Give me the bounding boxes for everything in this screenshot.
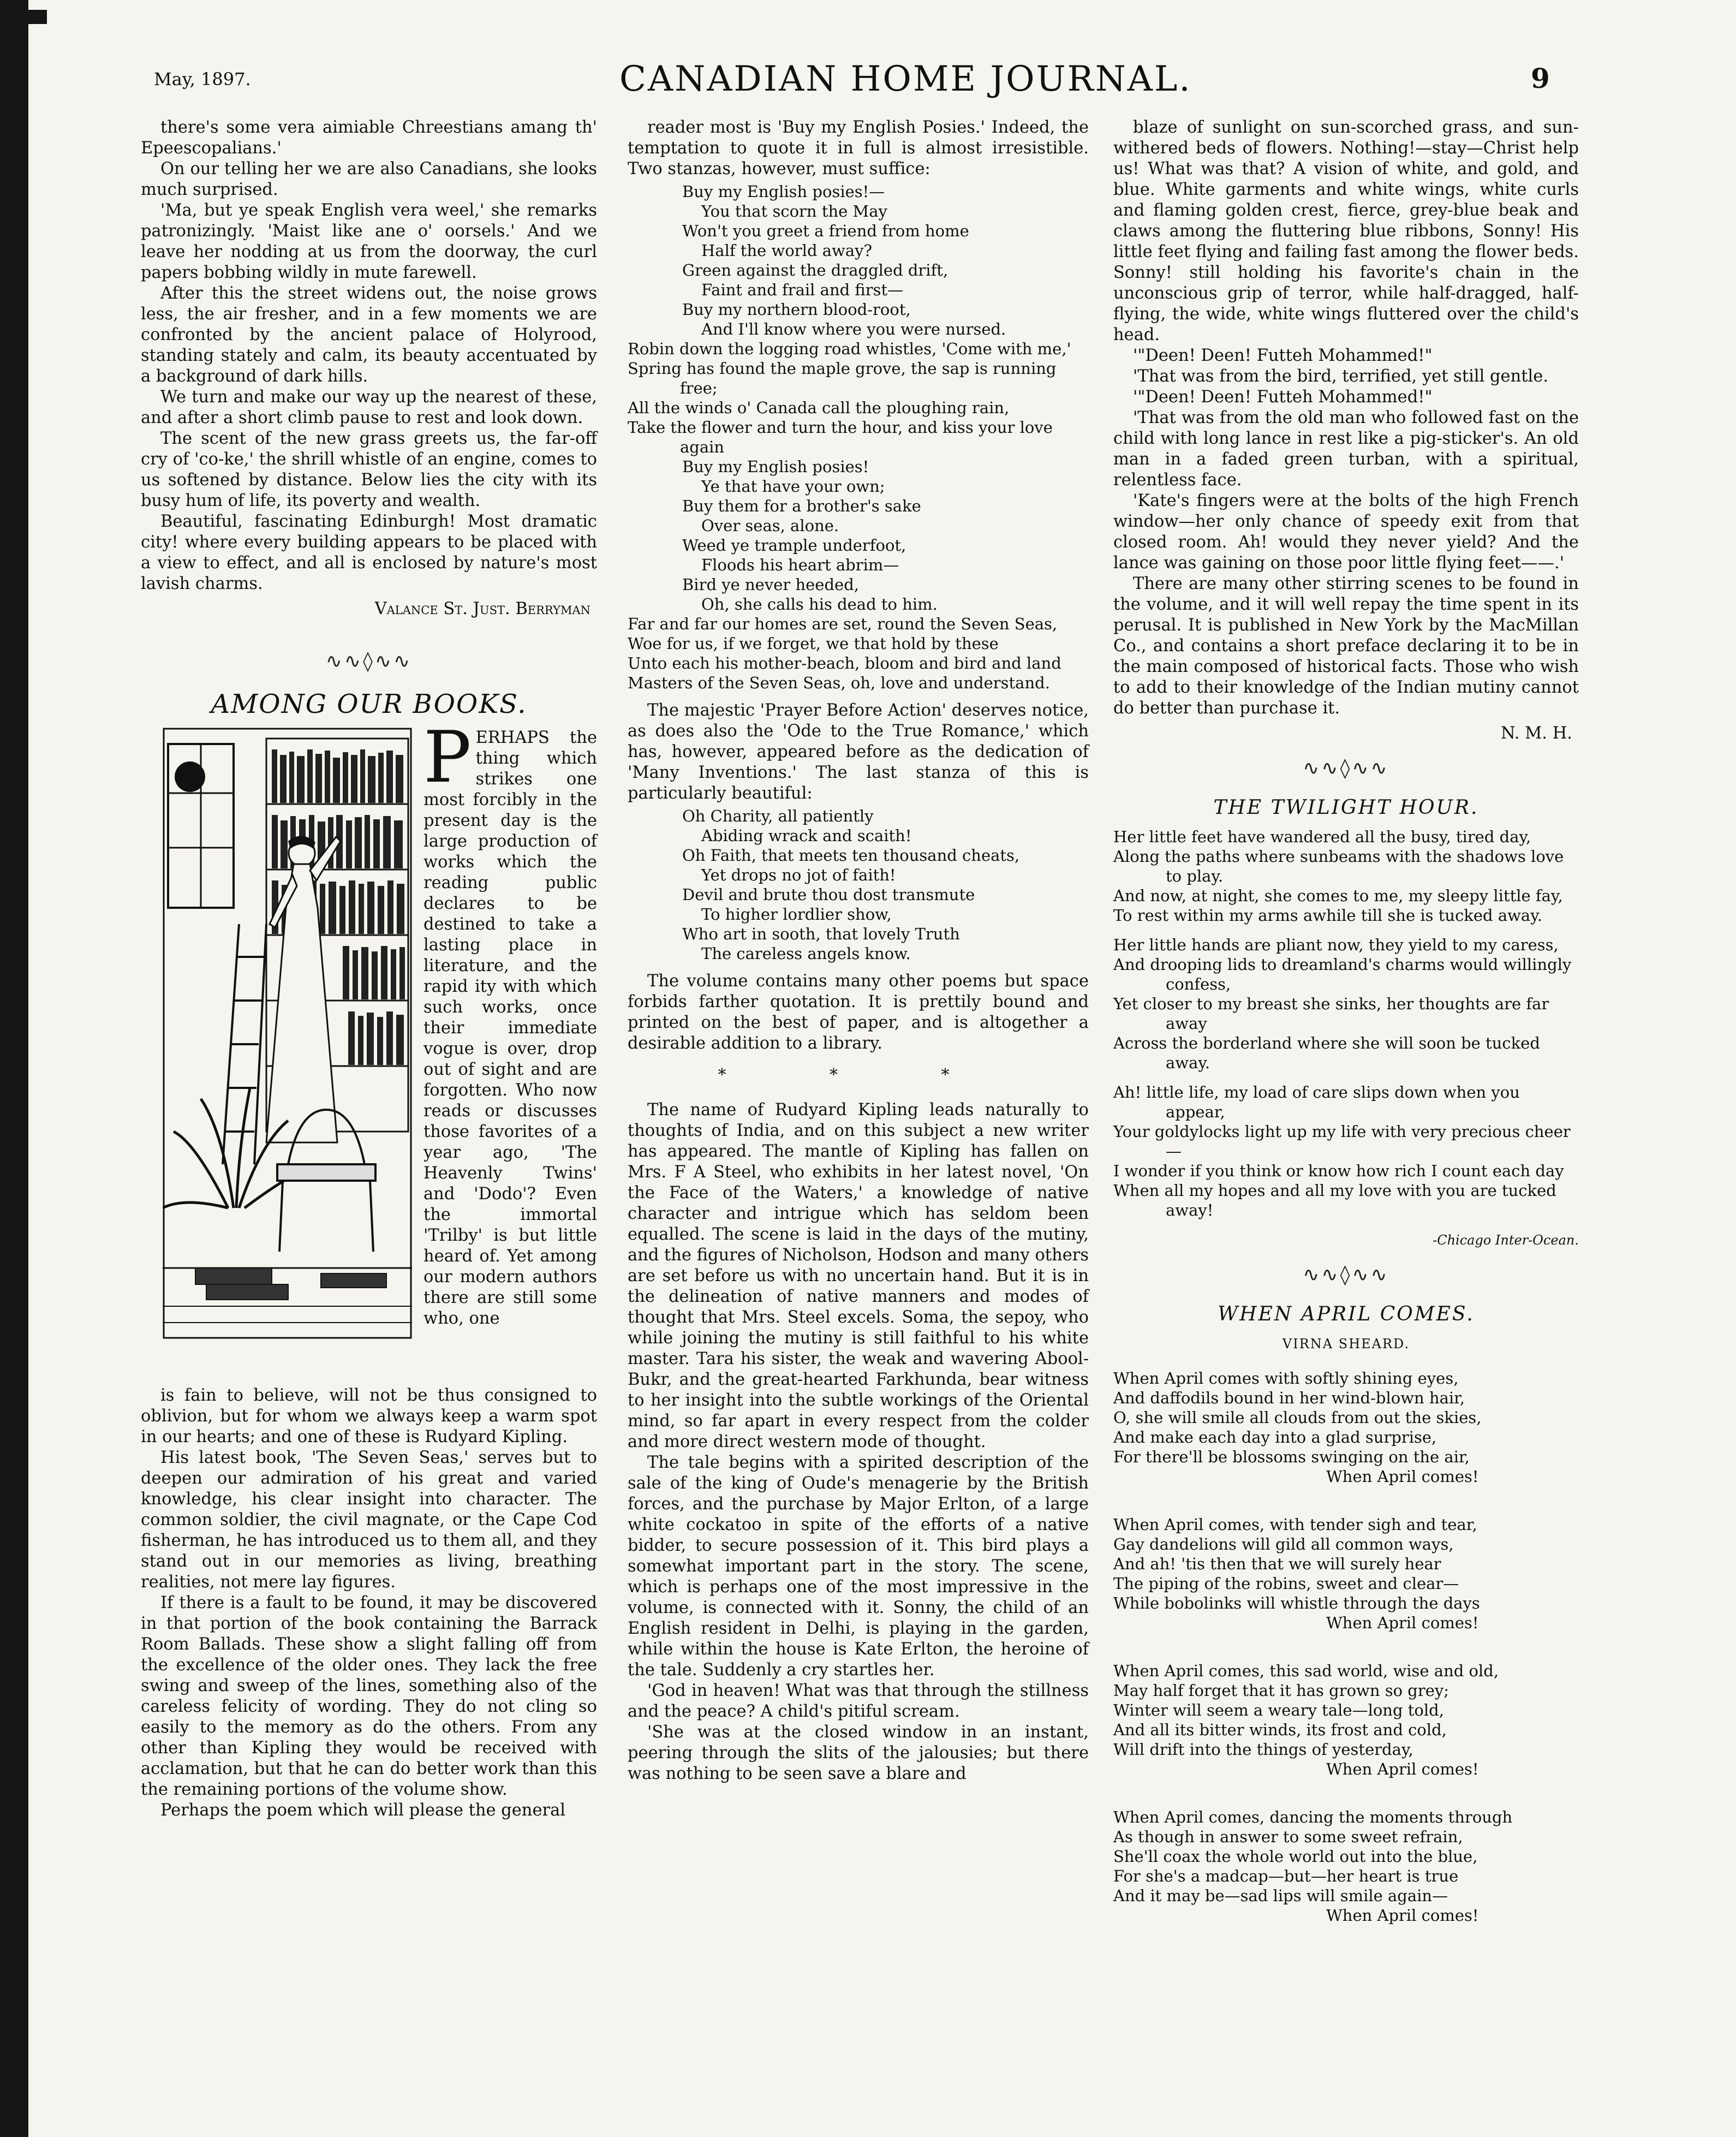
poem-line: Buy my northern blood-root,	[682, 300, 911, 319]
poem-title-when-april-comes: WHEN APRIL COMES.	[1218, 1303, 1475, 1325]
masthead-title: CANADIAN HOME JOURNAL.	[619, 59, 1192, 99]
poem-line: Buy them for a brother's sake	[682, 497, 921, 515]
poem-stanza	[1113, 935, 1579, 1073]
poem-line: For there'll be blossoms swinging on the air,	[1113, 1448, 1470, 1466]
poem-line: Your goldylocks light up my life with very precious cheer—	[1113, 1122, 1571, 1160]
paragraph: 'She was at the closed window in an instant, peering through the slits of the jalousies; but there was nothing to be seen save a blare and	[628, 1723, 1089, 1783]
paragraph: The volume contains many other poems but space forbids farther quotation. It is prettily bound and printed on the best of paper, and is altogether a desirable addition to a library.	[628, 972, 1089, 1053]
poem-line: Along the paths where sunbeams with the shadows love to play.	[1113, 847, 1564, 885]
paragraph: The majestic 'Prayer Before Action' deserves notice, as does also the 'Ode to the True Romance,' which has, however, appeared before as the dedication of 'Many Inventions.' The last stanza of this is particularly beautiful:	[628, 701, 1089, 803]
poem-line: As though in answer to some sweet refrain,	[1113, 1828, 1463, 1846]
poem-line: Faint and frail and first—	[701, 281, 904, 299]
poem-line: For she's a madcap—but—her heart is true	[1113, 1867, 1459, 1885]
issue-date: May, 1897.	[154, 69, 251, 90]
poem-line: May half forget that it has grown so grey;	[1113, 1681, 1449, 1700]
poem-line: Buy my English posies!—	[682, 182, 885, 201]
section-ornament: ∿∿◊∿∿	[325, 650, 413, 672]
poem-refrain: When April comes!	[1326, 1614, 1479, 1632]
paragraph: The name of Rudyard Kipling leads naturally to thoughts of India, and on this subject a new writer has appeared. The mantle of Kipling has fallen on Mrs. F A Steel, who exhibits in her latest novel, 'On the Face of the Waters,' a knowledge of native character and intrigue which has seldom been equalled. The scene is laid in the days of the mutiny, and the figures of Nicholson, Hodson and many others are set before us with no uncertain hand. But it is in the delineation of native manners and modes of thought that Mrs. Steel excels. Soma, the sepoy, who while joining the mutiny is still faithful to his white master. Tara his sister, the weak and wavering Abool-Bukr, and the great-hearted Farkhunda, bear witness to her insight into the subtle workings of the Oriental mind, so far apart in every respect from the colder and more direct western mode of thought.	[628, 1100, 1089, 1451]
poem-line: And daffodils bound in her wind-blown hair,	[1113, 1389, 1465, 1407]
poem-line: Ah! little life, my load of care slips down when you appear,	[1113, 1083, 1520, 1121]
poem-line: Devil and brute thou dost transmute	[682, 885, 975, 904]
poem-line: O, she will smile all clouds from out the skies,	[1113, 1408, 1482, 1427]
poem-line: Take the flower and turn the hour, and kiss your love again	[628, 418, 1053, 456]
article-signature: Valance St. Just. Berryman	[374, 599, 590, 618]
poem-line: When all my hopes and all my love with you are tucked away!	[1113, 1181, 1556, 1219]
poem-line: Unto each his mother-beach, bloom and bird and land	[628, 654, 1061, 672]
illustrated-intro	[141, 716, 597, 1385]
paragraph: After this the street widens out, the noise grows less, the air fresher, and in a few moments we are confronted by the ancient palace of Holyrood, standing stately and calm, its beauty accentuated by a background of dark hills.	[141, 284, 597, 386]
column-2	[628, 117, 1089, 1784]
poem-line: And drooping lids to dreamland's charms would willingly confess,	[1113, 955, 1572, 993]
poem-refrain: When April comes!	[1326, 1760, 1479, 1778]
paragraph: 'Kate's fingers were at the bolts of the high French window—her only chance of speedy exit from that closed room. Ah! would they never yield? And the lance was gaining on those poor little flying feet——.'	[1113, 491, 1579, 573]
poem-line: Abiding wrack and scaith!	[701, 826, 912, 845]
poem-stanza	[1113, 1368, 1579, 1486]
drop-cap: P	[423, 716, 472, 799]
poem-buy-my-english-posies	[628, 182, 1089, 693]
paragraph: ERHAPS the thing which strikes one most forcibly in the present day is the large production of works which the reading public declares to be destined to take a lasting place in literature, and the rapid ity with which such works, once their immediate vogue is over, drop out of sight and are forgotten. Who now reads or discusses those favorites of a year ago, 'The Heavenly Twins' and 'Dodo'? Even the immortal 'Trilby' is but little heard of. Yet among our modern authors there are still some who, one	[423, 728, 597, 1328]
poem-when-april-comes	[1113, 1368, 1579, 1925]
review-initials: N. M. H.	[1500, 724, 1572, 743]
paragraph: '"Deen! Deen! Futteh Mohammed!"	[1133, 388, 1433, 407]
poem-line: And ah! 'tis then that we will surely hear	[1113, 1555, 1441, 1573]
paragraph: Perhaps the poem which will please the general	[160, 1801, 566, 1820]
poem-line: Weed ye trample underfoot,	[682, 536, 906, 555]
poem-stanza	[1113, 1661, 1579, 1779]
column-1	[141, 117, 597, 1821]
poem-line: When April comes, with tender sigh and tear,	[1113, 1515, 1477, 1534]
paragraph: 'God in heaven! What was that through the stillness and the peace? A child's pitiful scream.	[628, 1681, 1089, 1721]
poem-line: And all its bitter winds, its frost and cold,	[1113, 1721, 1447, 1739]
binding-spine-tip	[25, 10, 47, 24]
paragraph: If there is a fault to be found, it may be discovered in that portion of the book containing the Barrack Room Ballads. These show a slight falling off from the excellence of the older ones. They lack the free swing and sweep of the lines, something also of the careless felicity of wording. They do not cling so easily to the memory as do the others. From any other than Kipling they would be received with acclamation, but that he can do better work than this the remaining portions of the volume show.	[141, 1593, 597, 1799]
poem-refrain: When April comes!	[1326, 1467, 1479, 1486]
poem-line: Far and far our homes are set, round the Seven Seas,	[628, 615, 1058, 633]
poem-line: To higher lordlier show,	[701, 905, 892, 924]
poem-line: You that scorn the May	[701, 202, 887, 221]
poem-line: Bird ye never heeded,	[682, 575, 859, 594]
paragraph: Beautiful, fascinating Edinburgh! Most dramatic city! where every building appears to be placed with a view to effect, and all is enclosed by nature's most lavish charms.	[141, 512, 597, 593]
poem-line: Woe for us, if we forget, we that hold by these	[628, 634, 999, 653]
poem-line: Robin down the logging road whistles, 'Come with me,'	[628, 340, 1071, 358]
poem-line: Masters of the Seven Seas, oh, love and understand.	[628, 674, 1050, 692]
poem-line: Yet closer to my breast she sinks, her thoughts are far away	[1113, 995, 1549, 1033]
poem-line: While bobolinks will whistle through the days	[1113, 1594, 1480, 1612]
paragraph: There are many other stirring scenes to be found in the volume, and it will well repay the time spent in its perusal. It is published in New York by the MacMillan Co., and contains a short preface declaring it to be in the main composed of historical facts. Those who wish to add to their knowledge of the Indian mutiny cannot do better than purchase it.	[1113, 574, 1579, 718]
poem-line: To rest within my arms awhile till she is tucked away.	[1113, 906, 1542, 925]
poem-line: Buy my English posies!	[682, 457, 869, 476]
poem-line: All the winds o' Canada call the ploughing rain,	[628, 398, 1010, 417]
poem-line: Gay dandelions will gild all common ways,	[1113, 1535, 1454, 1553]
poem-line: Half the world away?	[701, 241, 873, 260]
poem-line: Green against the draggled drift,	[682, 261, 948, 279]
poem-line: Ye that have your own;	[701, 477, 885, 496]
paragraph: 'That was from the old man who followed fast on the child with long lance in rest like a pig-sticker's. An old man in a faded green turban, with a spiritual, relentless face.	[1113, 408, 1579, 490]
paragraph: His latest book, 'The Seven Seas,' serves but to deepen our admiration of his great and varied knowledge, his clear insight into character. The common soldier, the civil magnate, or the Cape Cod fisherman, he has introduced us to them all, and they stand out in our memories as living, breathing realities, not mere lay figures.	[141, 1448, 597, 1592]
poem-line: Yet drops no jot of faith!	[701, 866, 896, 884]
poem-line: Her little feet have wandered all the busy, tired day,	[1113, 828, 1531, 846]
poem-title-twilight-hour: THE TWILIGHT HOUR.	[1213, 796, 1479, 819]
poem-line: Spring has found the maple grove, the sap is running free;	[628, 359, 1057, 397]
poem-line: When April comes, dancing the moments through	[1113, 1808, 1513, 1826]
poem-line: When April comes with softly shining eyes,	[1113, 1369, 1459, 1388]
poem-line: Oh, she calls his dead to him.	[701, 595, 938, 614]
paragraph: is fain to believe, will not be thus consigned to oblivion, but for whom we always keep a warm spot in our hearts; and one of these is Rudyard Kipling.	[141, 1386, 597, 1447]
poem-line: And I'll know where you were nursed.	[701, 320, 1006, 338]
poem-line: And now, at night, she comes to me, my sleepy little fay,	[1113, 886, 1563, 905]
poem-line: Oh Faith, that meets ten thousand cheats,	[682, 846, 1020, 865]
section-ornament: ∿∿◊∿∿	[1303, 1264, 1389, 1286]
binding-spine	[0, 0, 28, 2137]
poem-stanza	[1113, 827, 1579, 925]
poem-source: -Chicago Inter-Ocean.	[1433, 1233, 1579, 1248]
paragraph: The scent of the new grass greets us, the far-off cry of 'co-ke,' the shrill whistle of an engine, comes to us softened by distance. Below lies the city with its busy hum of life, its poverty and wealth.	[141, 429, 597, 510]
column-3	[1113, 117, 1579, 1954]
poem-line: Oh Charity, all patiently	[682, 807, 874, 825]
poem-line: Over seas, alone.	[701, 516, 839, 535]
paragraph: 'That was from the bird, terrified, yet still gentle.	[1133, 367, 1549, 386]
poem-byline: VIRNA SHEARD.	[1282, 1336, 1410, 1352]
paragraph: 'Ma, but ye speak English vera weel,' she remarks patronizingly. 'Maist like ane o' oorsels.' And we leave her nodding at us from the doorway, the curl papers bobbing wildly in mute farewell.	[141, 201, 597, 282]
poem-line: Winter will seem a weary tale—long told,	[1113, 1701, 1444, 1719]
poem-line: I wonder if you think or know how rich I count each day	[1113, 1162, 1564, 1180]
poem-line: And it may be—sad lips will smile again—	[1113, 1886, 1448, 1905]
section-title-among-our-books: AMONG OUR BOOKS.	[211, 689, 527, 719]
poem-ode-to-true-romance	[628, 806, 1089, 963]
library-reader-illustration	[163, 728, 412, 1339]
closing-paragraph	[1113, 574, 1579, 719]
section-ornament: ∿∿◊∿∿	[1303, 757, 1389, 779]
section-break-stars: * * *	[718, 1065, 999, 1085]
poem-stanza	[1113, 1807, 1579, 1925]
poem-line: She'll coax the whole world out into the blue,	[1113, 1847, 1478, 1866]
poem-refrain: When April comes!	[1326, 1906, 1479, 1925]
paragraph: reader most is 'Buy my English Posies.' Indeed, the temptation to quote it in full is almost irresistible. Two stanzas, however, must suffice:	[628, 118, 1089, 178]
paragraph: there's some vera aimiable Chreestians amang th' Epeescopalians.'	[141, 118, 597, 158]
poem-line: Her little hands are pliant now, they yield to my caress,	[1113, 936, 1559, 954]
poem-line: The careless angels know.	[701, 944, 911, 963]
poem-line: Floods his heart abrim—	[701, 556, 899, 574]
dropcap-paragraph	[423, 716, 597, 1329]
poem-stanza	[1113, 1515, 1579, 1633]
poem-line: Who art in sooth, that lovely Truth	[682, 925, 960, 943]
paragraph: '"Deen! Deen! Futteh Mohammed!"	[1133, 346, 1433, 365]
paragraph: We turn and make our way up the nearest of these, and after a short climb pause to rest and look down.	[141, 388, 597, 427]
poem-stanza	[1113, 1082, 1579, 1220]
poem-line: And make each day into a glad surprise,	[1113, 1428, 1437, 1447]
paragraph: On our telling her we are also Canadians, she looks much surprised.	[141, 159, 597, 199]
poem-line: Won't you greet a friend from home	[682, 222, 969, 240]
poem-line: Will drift into the things of yesterday,	[1113, 1740, 1413, 1759]
page-number: 9	[1531, 62, 1550, 94]
poem-line: Across the borderland where she will soon be tucked away.	[1113, 1034, 1540, 1072]
poem-twilight-hour	[1113, 827, 1579, 1220]
paragraph: The tale begins with a spirited description of the sale of the king of Oude's menagerie by the British forces, and the purchase by Major Erlton, of a large white cockatoo in spite of the efforts of a native bidder, to secure possession of it. This bird plays a somewhat important part in the story. The scene, which is perhaps one of the most impressive in the volume, is connected with it. Sonny, the child of an English resident in Delhi, is playing in the garden, while within the house is Kate Erlton, the heroine of the tale. Suddenly a cry startles her.	[628, 1453, 1089, 1680]
paragraph: blaze of sunlight on sun-scorched grass, and sun-withered beds of flowers. Nothing!—stay—Christ help us! What was that? A vision of white, and gold, and blue. White garments and white wings, white curls and flaming golden crest, fierce, grey-blue beak and claws among the fluttering blue ribbons, Sonny! His little feet flying and failing fast among the flower beds. Sonny! still holding his favorite's chain in the unconscious grip of terror, while half-dragged, half-flying, the wide, white wings fluttered over the child's head.	[1113, 118, 1579, 344]
poem-line: When April comes, this sad world, wise and old,	[1113, 1662, 1499, 1680]
poem-line: The piping of the robins, sweet and clear—	[1113, 1574, 1459, 1593]
